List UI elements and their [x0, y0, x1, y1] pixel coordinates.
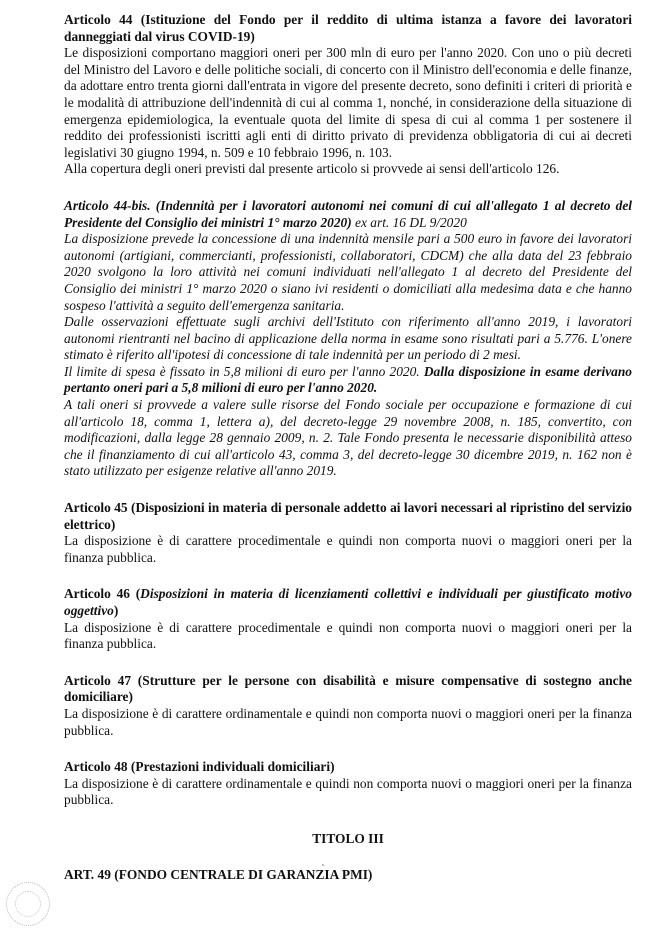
art46-heading-line	[64, 586, 632, 619]
art44bis-paragraph-1: La disposizione prevede la concessione di una indennità mensile pari a 500 euro in favore dei lavoratori autonomi (artigiani, commercianti, professionisti, collaboratori, CDCM) che alla data del 23 febbraio 2020 svolgono la loro attività nei comuni individuati nell'allegato 1 al decreto del Presidente del Consiglio dei ministri 1° marzo 2020 o siano ivi residenti o domiciliati alla medesima data e che hanno sospeso l'attività a seguito dell'emergenza sanitaria.	[64, 231, 632, 313]
art44-paragraph-1: Le disposizioni comportano maggiori oneri per 300 mln di euro per l'anno 2020. Con uno o più decreti del Ministro del Lavoro e delle politiche sociali, di concerto con il Ministro dell'economia e delle finanze, da adottare entro trenta giorni dall'entrata in vigore del presente decreto, sono definiti i criteri di priorità e le modalità di attribuzione dell'indennità di cui al comma 1, nonché, in considerazione della situazione di emergenza epidemiologica, la eventuale quota del limite di spesa di cui al comma 1 per sostenere il reddito dei professionisti iscritti agli enti di diritto privato di previdenza obbligatoria di cui ai decreti legislativi 30 giugno 1994, n. 509 e 10 febbraio 1996, n. 103.	[64, 45, 632, 160]
art44bis-paragraph-2: Dalle osservazioni effettuate sugli archivi dell'Istituto con riferimento all'anno 2019, i lavoratori autonomi rientranti nel bacino di applicazione della norma in esame sono risultati pari a 5.776. L'onere stimato è riferito all'ipotesi di concessione di tale indennità per un periodo di 2 mesi.	[64, 314, 632, 363]
art46-heading-prefix: Articolo 46 (	[64, 586, 141, 602]
art47-paragraph-1: La disposizione è di carattere ordinamentale e quindi non comporta nuovi o maggiori oneri per la finanza pubblica.	[64, 705, 632, 738]
section-art44bis	[64, 198, 632, 480]
art48-heading: Articolo 48 (Prestazioni individuali domiciliari)	[64, 759, 335, 775]
art47-heading: Articolo 47 (Strutture per le persone con disabilità e misure compensative di sostegno anche domiciliare)	[64, 672, 632, 705]
art44-heading: Articolo 44 (Istituzione del Fondo per il reddito di ultima istanza a favore dei lavoratori danneggiati dal virus COVID-19)	[64, 12, 632, 44]
art46-heading-title: Disposizioni in materia di licenziamenti collettivi e individuali per giustificato motivo oggettivo	[64, 586, 632, 618]
art44bis-spending-limit: Il limite di spesa è fissato in 5,8 milioni di euro per l'anno 2020.	[64, 363, 424, 379]
section-art46	[64, 586, 632, 652]
art48-paragraph-1: La disposizione è di carattere ordinamentale e quindi non comporta nuovi o maggiori oneri per la finanza pubblica.	[64, 775, 632, 808]
art49-heading: ART. 49 (FONDO CENTRALE DI GARANZIA PMI)	[64, 866, 373, 882]
art45-paragraph-1: La disposizione è di carattere procedimentale e quindi non comporta nuovi o maggiori oneri per la finanza pubblica.	[64, 533, 632, 565]
section-art45	[64, 500, 632, 566]
art45-heading: Articolo 45 (Disposizioni in materia di personale addetto ai lavori necessari al ripristino del servizio elettrico)	[64, 500, 632, 532]
speck-mark	[322, 864, 324, 866]
art44bis-paragraph-3	[64, 364, 632, 397]
section-art47	[64, 673, 632, 739]
art46-heading-suffix: )	[113, 603, 119, 618]
seal-stamp-icon	[6, 882, 50, 926]
art44bis-heading-line	[64, 198, 632, 231]
document-page	[64, 12, 632, 883]
art44bis-heading: Articolo 44-bis. (Indennità per i lavoratori autonomi nei comuni di cui all'allegato 1 al decreto del Presidente del Consiglio dei ministri 1° marzo 2020)	[64, 197, 632, 230]
section-art48	[64, 759, 632, 809]
art44bis-heading-tail: ex art. 16 DL 9/2020	[351, 214, 467, 230]
art44bis-paragraph-4: A tali oneri si provvede a valere sulle risorse del Fondo sociale per occupazione e formazione di cui all'articolo 18, comma 1, lettera a), del decreto-legge 29 novembre 2008, n. 185, convertito, con modificazioni, dalla legge 28 gennaio 2009, n. 2. Tale Fondo presenta le necessarie disponibilità atteso che il finanziamento di cui all'articolo 43, comma 3, del decreto-legge 30 dicembre 2019, n. 162 non è stato utilizzato per esigenze relative all'anno 2019.	[64, 397, 632, 479]
section-art44	[64, 12, 632, 178]
art44bis-charges-bold: Dalla disposizione in esame derivano pertanto oneri pari a 5,8 milioni di euro per l'anno 2020.	[64, 363, 632, 396]
titolo-heading: TITOLO III	[312, 830, 384, 846]
art46-paragraph-1: La disposizione è di carattere procedimentale e quindi non comporta nuovi o maggiori oneri per la finanza pubblica.	[64, 619, 632, 652]
art44-paragraph-2: Alla copertura degli oneri previsti dal presente articolo si provvede ai sensi dell'articolo 126.	[64, 161, 560, 177]
